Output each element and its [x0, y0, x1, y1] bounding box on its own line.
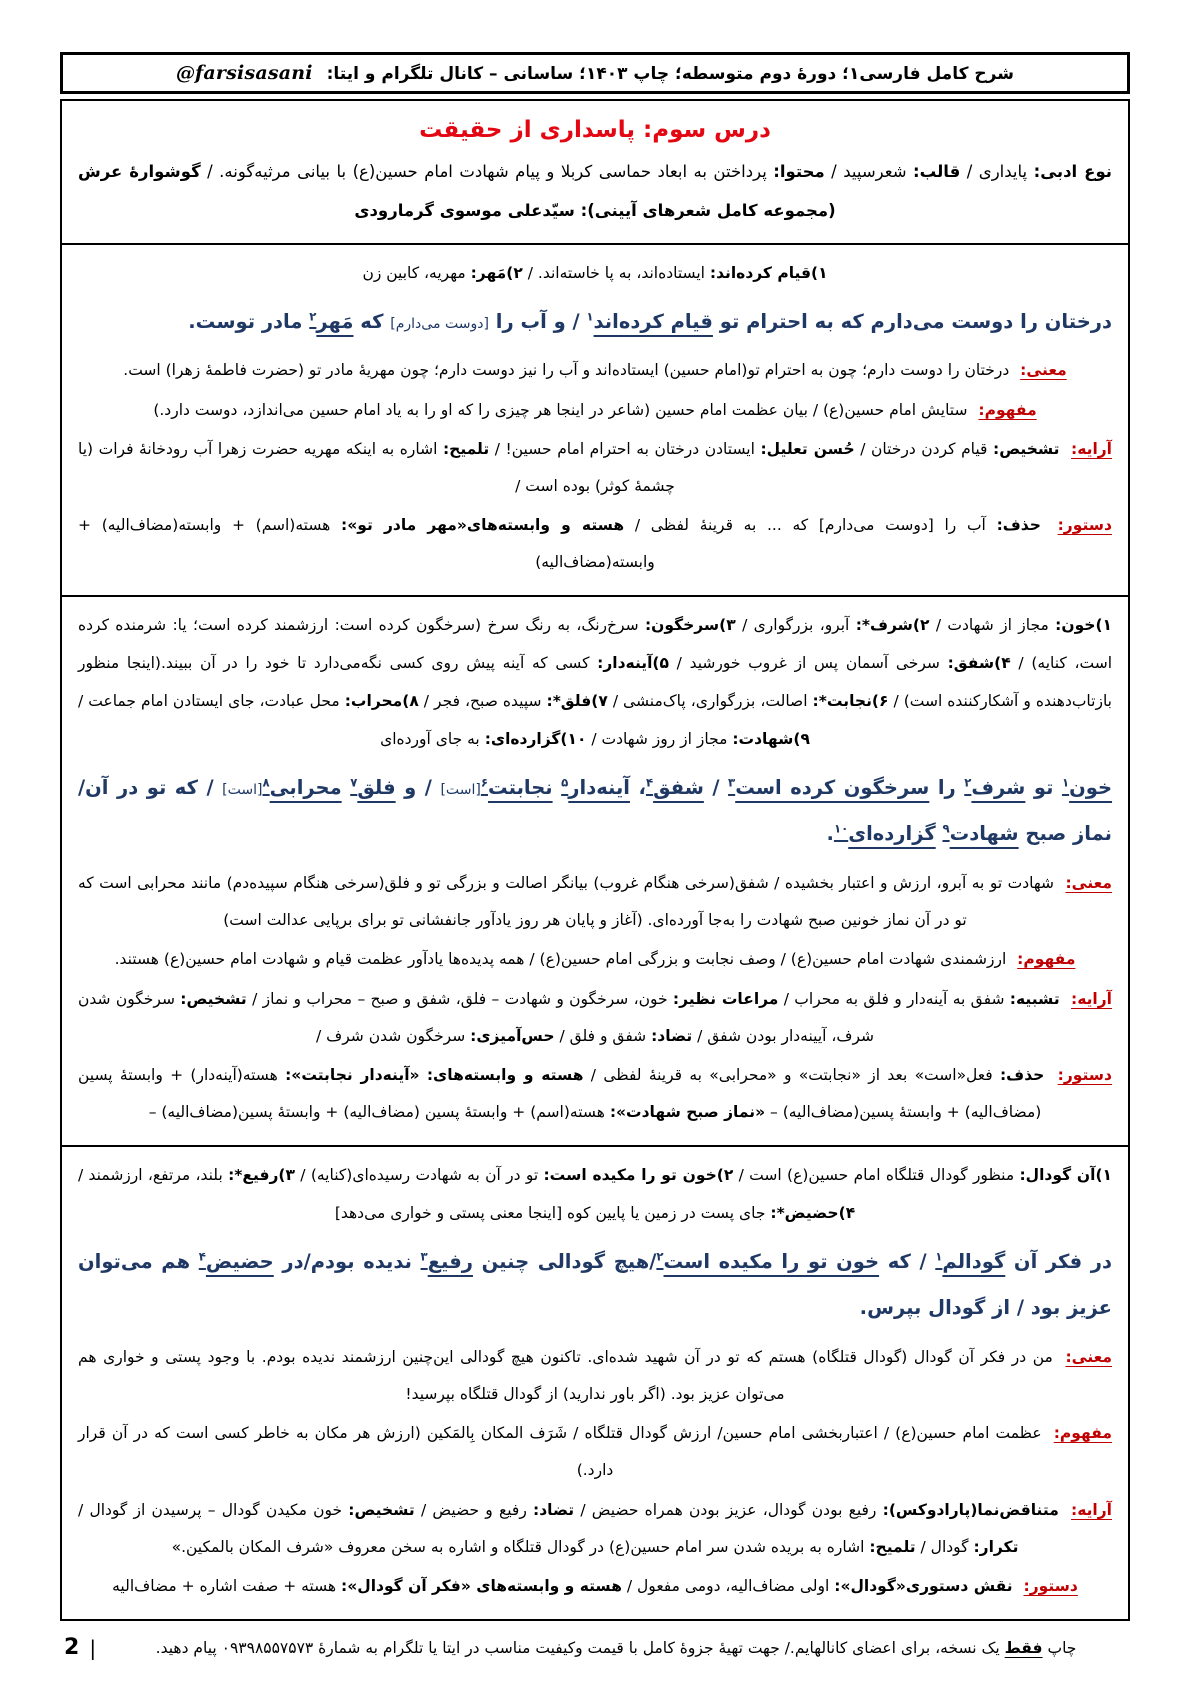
text-segment: تلمیح:	[442, 439, 490, 458]
text-segment: تلمیح:	[869, 1537, 916, 1556]
text-segment: که	[353, 309, 391, 333]
text-segment: ۴	[198, 1249, 206, 1264]
text-segment: تضاد:	[651, 1026, 693, 1045]
text-segment: قالب:	[913, 162, 961, 181]
grammar-row	[78, 1057, 1112, 1131]
lesson-content	[60, 99, 1130, 1621]
text-segment	[1059, 1501, 1065, 1519]
text-segment: سپیده صبح، فجر /	[418, 692, 547, 711]
vocabulary-notes	[78, 255, 1112, 293]
text-segment: گودالم	[942, 1250, 1006, 1274]
text-segment: رفیع و حضیض /	[414, 1500, 534, 1519]
text-segment: ۶)نجابت*:	[812, 692, 889, 711]
text-segment: نوع ادبی:	[1033, 162, 1112, 181]
text-segment: / که	[879, 1250, 936, 1274]
text-segment: رفیع بودن گودال، عزیز بودن همراه حضیض /	[574, 1500, 883, 1519]
text-segment: حذف:	[996, 516, 1041, 535]
grammar-label: دستور:	[1057, 1065, 1112, 1084]
meaning-row	[78, 352, 1112, 389]
text-segment: فلق	[357, 776, 396, 800]
meaning-label: معنی:	[1020, 361, 1067, 380]
text-segment: مادر توست.	[188, 309, 310, 333]
text-segment: مراعات نظیر:	[672, 989, 779, 1008]
concept-row	[78, 392, 1112, 429]
text-segment: [دوست می‌دارم]	[390, 315, 490, 332]
text-segment: درختان را دوست دارم؛ چون به احترام تو(امام حسین) ایستاده‌اند و آب را نیز دوست دارم؛ چون مهریهٔ مادر تو (حضرت فاطمهٔ زهرا) است.	[123, 361, 1015, 380]
text-segment: خون تو را مکیده است	[663, 1250, 880, 1274]
header-text: شرح کامل فارسی۱؛ دورهٔ دوم متوسطه؛ چاپ ۱۴۰۳؛ ساسانی – کانال تلگرام و ایتا:	[326, 64, 1014, 84]
text-segment: ندیده بودم/در	[273, 1250, 421, 1274]
text-segment: حضیض	[205, 1250, 274, 1274]
text-segment: ۷	[350, 775, 358, 790]
text-segment	[1044, 1066, 1051, 1084]
text-segment: مجاز از روز شهادت /	[586, 730, 733, 749]
text-segment: شهادت	[949, 822, 1019, 846]
page-number: 2	[64, 1635, 80, 1661]
devices-row	[78, 981, 1112, 1055]
text-segment: عظمت امام حسین(ع) / اعتباربخشی امام حسین/ ارزش گودال قتلگاه / شَرَف المکان بِالمَکین (ارزش هر مکان به خاطر کسی است که در آن قرار دارد.)	[78, 1424, 1048, 1480]
text-segment: هسته و وابسته‌های:	[426, 1065, 584, 1084]
text-segment: محرابی	[269, 776, 342, 800]
text-segment: ۲)خون تو را مکیده است:	[543, 1166, 734, 1185]
text-segment: تو	[1025, 776, 1062, 800]
text-segment: ۸)محراب:	[344, 692, 419, 711]
text-segment: /هیچ گودالی چنین	[472, 1250, 657, 1274]
text-segment: فقط	[1004, 1638, 1043, 1657]
text-segment: ۳)سرخگون:	[644, 616, 736, 635]
text-segment: ۱	[935, 1249, 943, 1264]
text-segment: نقش دستوری«گودال»:	[834, 1576, 1013, 1595]
text-segment: سرخگون شدن شرف /	[316, 1026, 471, 1045]
text-segment	[1013, 1577, 1018, 1595]
text-segment: رفیع	[427, 1250, 473, 1274]
text-segment: تو در آن به شهادت رسیده‌ای(کنایه) /	[294, 1166, 544, 1185]
text-segment: شعرسپید /	[824, 162, 914, 181]
concept-label: مفهوم:	[1053, 1424, 1112, 1443]
devices-label: آرایه:	[1071, 989, 1112, 1008]
concept-label: مفهوم:	[978, 400, 1037, 419]
text-segment: یک نسخه، برای اعضای کانالهایم./ جهت تهیهٔ جزوهٔ کامل با قیمت وکیفیت مناسب در ایتا یا تلگرام به شمارهٔ ۰۹۳۹۸۵۵۷۵۷۳ پیام دهید.	[155, 1638, 1005, 1657]
text-segment: پرداختن به ابعاد حماسی کربلا و پیام شهادت امام حسین(ع) با بیانی مرثیه‌گونه. /	[200, 162, 774, 181]
text-segment: نجابتت	[487, 776, 553, 800]
telegram-handle: @farsisasani	[176, 62, 313, 84]
text-segment: تشبیه:	[1009, 989, 1060, 1008]
text-segment: / و	[395, 776, 441, 800]
text-segment: خون، سرخگون و شهادت – فلق، شفق و صبح – محراب و نماز /	[246, 989, 673, 1008]
text-segment: آبرو، بزرگواری /	[735, 616, 856, 635]
text-segment: قیام کرده‌اند	[593, 309, 713, 333]
devices-label: آرایه:	[1071, 1500, 1112, 1519]
page-footer	[60, 1621, 1130, 1660]
lesson-meta	[78, 153, 1112, 231]
text-segment: چاپ	[1042, 1638, 1077, 1657]
text-segment: ۱)قیام کرده‌اند:	[709, 263, 828, 282]
text-segment: ۴	[645, 775, 654, 790]
concept-row	[78, 941, 1112, 978]
text-segment: اشاره به اینکه مهریه حضرت زهرا آب رودخانهٔ فرات (یا چشمهٔ کوثر) بوده است /	[78, 439, 675, 495]
text-segment: هسته + صفت اشاره + مضاف‌الیه	[112, 1576, 342, 1595]
text-segment: ۲)شرف*:	[855, 616, 930, 635]
text-segment: در فکر آن	[1005, 1250, 1112, 1274]
meaning-label: معنی:	[1065, 873, 1112, 892]
grammar-row	[78, 507, 1112, 581]
text-segment: هسته(اسم) + وابستهٔ پسین (مضاف‌الیه) + وابستهٔ پسین(مضاف‌الیه) –	[148, 1103, 610, 1122]
text-segment: حذف:	[999, 1065, 1045, 1084]
text-segment: مجاز از شهادت /	[929, 616, 1056, 635]
text-segment: محتوا:	[773, 162, 825, 181]
text-segment: ۵)آینه‌دار:	[597, 654, 669, 673]
text-segment: فعل«است» بعد از «نجابتت» و «محرابی» به قرینهٔ لفظی /	[583, 1065, 1000, 1084]
text-segment: ۳)رفیع*:	[228, 1166, 295, 1185]
page-header	[60, 52, 1130, 94]
text-segment: خون	[1069, 776, 1113, 800]
text-segment: آب را [دوست می‌دارم] که ... به قرینهٔ لفظی /	[624, 516, 997, 535]
text-segment: ۱)خون:	[1055, 616, 1113, 635]
text-segment: مهریه، کابین زن	[362, 263, 471, 282]
text-segment: مَهر	[316, 309, 354, 333]
text-segment: منظور گودال قتلگاه امام حسین(ع) است /	[733, 1166, 1020, 1185]
text-segment: را	[929, 776, 965, 800]
text-segment: ۲	[309, 309, 317, 323]
text-segment: .	[826, 822, 834, 846]
text-segment: اشاره به بریده شدن سر امام حسین(ع) در گودال قتلگاه و اشاره به سخن معروف «شرف المکان بالمکین.»	[171, 1537, 870, 1556]
text-segment: /	[703, 776, 729, 800]
footer-divider: |	[89, 1635, 97, 1660]
concept-row	[78, 1415, 1112, 1489]
text-segment: ۳	[420, 1249, 428, 1264]
text-segment: گودال /	[915, 1537, 974, 1556]
text-segment	[420, 1066, 427, 1084]
verse-sections	[62, 245, 1128, 1620]
text-segment: بلند، مرتفع، ارزشمند /	[78, 1166, 229, 1185]
text-segment: گزارده‌ای	[848, 822, 936, 846]
concept-label: مفهوم:	[1017, 950, 1076, 969]
text-segment: گوشوارهٔ عرش (مجموعه کامل شعرهای آیینی): سیّدعلی موسوی گرمارودی	[78, 162, 836, 220]
intro-section	[62, 101, 1128, 245]
devices-label: آرایه:	[1071, 439, 1112, 458]
text-segment: محل عبادت، جای ایستادن امام جماعت /	[78, 692, 345, 711]
text-segment: تضاد:	[533, 1500, 575, 1519]
verse-section-3	[62, 1147, 1128, 1619]
text-segment: تشخیص:	[993, 439, 1060, 458]
text-segment: ۴)حضیض*:	[770, 1204, 856, 1223]
text-segment: ۷)فلق*:	[546, 692, 608, 711]
text-segment: من در فکر آن گودال (گودال قتلگاه) هستم که تو در آن شهید شده‌ای. تاکنون هیچ گودالی این‌چنین ارزشمند ندیده بودم. با وجود پستی و خواری هم می‌توان عزیز بود. (اگر باور ندارید) از گودال قتلگاه بپرسید!	[78, 1347, 1060, 1403]
grammar-label: دستور:	[1057, 516, 1112, 535]
verse-text	[78, 765, 1112, 857]
text-segment: «آینه‌دار نجابتت»:	[285, 1065, 420, 1084]
meaning-label: معنی:	[1065, 1347, 1112, 1366]
text-segment: هسته و وابسته‌های«مهر مادر تو»:	[341, 516, 625, 535]
text-segment: ستایش امام حسین(ع) / بیان عظمت امام حسین (شاعر در اینجا هر چیزی را که او را به یاد امام حسین می‌اندازد، دوست دارد.)	[153, 400, 973, 419]
text-segment: سرخ‌رنگ، به رنگ سرخ (سرخگون کرده است: ارزشمند کرده است؛ یا: شرمنده کرده است، کنایه) /	[78, 616, 1112, 673]
text-segment: ارزشمندی شهادت امام حسین(ع) / وصف نجابت و بزرگی امام حسین(ع) / همه پدیده‌ها یادآور عظمت قیام و شهادت امام حسین(ع) هستند.	[114, 950, 1012, 969]
text-segment: ۵	[561, 775, 569, 790]
verse-section-2	[62, 597, 1128, 1147]
text-segment: شفق و فلق /	[554, 1026, 652, 1045]
text-segment: ۳	[728, 775, 736, 790]
meaning-row	[78, 865, 1112, 939]
text-segment: ۲	[964, 775, 972, 790]
text-segment: حس‌آمیزی:	[470, 1026, 555, 1045]
text-segment: ۱۰	[833, 821, 849, 836]
text-segment: «نماز صبح شهادت»:	[609, 1103, 766, 1122]
text-segment: ایستاده‌اند، به پا خاسته‌اند. /	[522, 263, 710, 282]
text-segment: ۱	[586, 309, 594, 323]
text-segment	[1059, 440, 1065, 458]
verse-text	[78, 1239, 1112, 1331]
text-segment: [است]	[222, 782, 263, 799]
text-segment: هسته(آینه‌دار) + وابستهٔ پسین (مضاف‌الیه) + وابستهٔ پسین(مضاف‌الیه) –	[78, 1065, 1042, 1122]
devices-row	[78, 1492, 1112, 1566]
text-segment: / و آب را	[489, 309, 587, 333]
text-segment: سرخی آسمان پس از غروب خورشید /	[668, 654, 948, 673]
text-segment: قیام کردن درختان /	[854, 439, 994, 458]
text-segment: ۲	[656, 1249, 664, 1264]
grammar-row	[78, 1568, 1112, 1605]
verse-text	[78, 299, 1112, 345]
text-segment: هم می‌توان عزیز بود / از گودال بپرس.	[78, 1250, 1112, 1319]
meaning-row	[78, 1339, 1112, 1413]
text-segment	[553, 776, 562, 799]
text-segment: پایداری /	[960, 162, 1034, 181]
text-segment: [است]	[440, 782, 481, 799]
text-segment: ۴)شفق:	[947, 654, 1011, 673]
text-segment: / که تو در آن/ نماز صبح	[78, 776, 1112, 846]
text-segment: هسته(اسم) + وابسته(مضاف‌الیه) + وابسته(مضاف‌الیه)	[78, 516, 655, 572]
text-segment	[1060, 990, 1065, 1008]
text-segment: ۹)شهادت:	[732, 730, 810, 749]
text-segment: ۱۰)گزارده‌ای:	[484, 730, 587, 749]
text-segment	[342, 776, 351, 799]
text-segment: شفق به آینه‌دار و فلق به محراب /	[778, 989, 1010, 1008]
text-segment: اصالت، بزرگواری، پاک‌منشی /	[607, 692, 813, 711]
text-segment: ۱	[1061, 775, 1070, 790]
text-segment: شفق	[653, 776, 704, 800]
text-segment: جای پست در زمین یا پایین کوه [اینجا معنی پستی و خواری می‌دهد]	[334, 1204, 771, 1223]
text-segment	[1041, 516, 1052, 534]
grammar-label: دستور:	[1023, 1576, 1078, 1595]
text-segment: خون مکیدن گودال – پرسیدن از گودال /	[78, 1500, 349, 1519]
text-segment: متناقض‌نما(پارادوکس):	[882, 1500, 1059, 1519]
text-segment: کسی که آینه پیش روی کسی نگه‌می‌دارد تا خود را در آن ببیند.(اینجا منظور بازتاب‌دهنده و آشکارکننده است) /	[78, 654, 1112, 711]
devices-row	[78, 431, 1112, 505]
footer-note	[106, 1639, 1126, 1657]
vocabulary-notes	[78, 1157, 1112, 1233]
text-segment: شرف	[971, 776, 1026, 800]
text-segment: تشخیص:	[180, 989, 247, 1008]
vocabulary-notes	[78, 607, 1112, 759]
text-segment: تشخیص:	[348, 1500, 415, 1519]
lesson-title: درس سوم: پاسداری از حقیقت	[419, 117, 771, 143]
text-segment: هسته و وابسته‌های «فکر آن گودال»:	[341, 1576, 622, 1595]
text-segment: شهادت تو به آبرو، ارزش و اعتبار بخشیده / شفق(سرخی هنگام غروب) بیانگر اصالت و بزرگی تو و فلق(سرخی هنگام سپیده‌دم) مانند محرابی است که تو در آن نماز خونین صبح شهادت را به‌جا آورده‌ای. (آغاز و پایان هر روز یادآور جانفشانی تو برای برپایی عدالت است)	[78, 873, 1060, 930]
text-segment: ۹	[942, 821, 950, 836]
text-segment: ۶	[480, 775, 488, 790]
text-segment: ۲)مَهر:	[470, 263, 523, 282]
text-segment: ۱)آن گودال:	[1019, 1166, 1113, 1185]
text-segment: ۸	[262, 775, 270, 790]
text-segment: ،	[630, 776, 646, 800]
text-segment: اولی مضاف‌الیه، دومی مفعول /	[621, 1576, 835, 1595]
text-segment: سرخگون شدن شرف، آیینه‌دار بودن شفق /	[78, 989, 874, 1045]
text-segment: ایستادن درختان به احترام امام حسین! /	[489, 439, 761, 458]
text-segment: حُسن تعلیل:	[760, 439, 855, 458]
text-segment: آینه‌دار	[568, 776, 630, 800]
text-segment: درختان را دوست می‌دارم که به احترام تو	[712, 309, 1112, 333]
text-segment: سرخگون کرده است	[735, 776, 930, 800]
text-segment: به جای آورده‌ای	[380, 730, 485, 749]
verse-section-1	[62, 245, 1128, 598]
text-segment: تکرار:	[973, 1537, 1019, 1556]
